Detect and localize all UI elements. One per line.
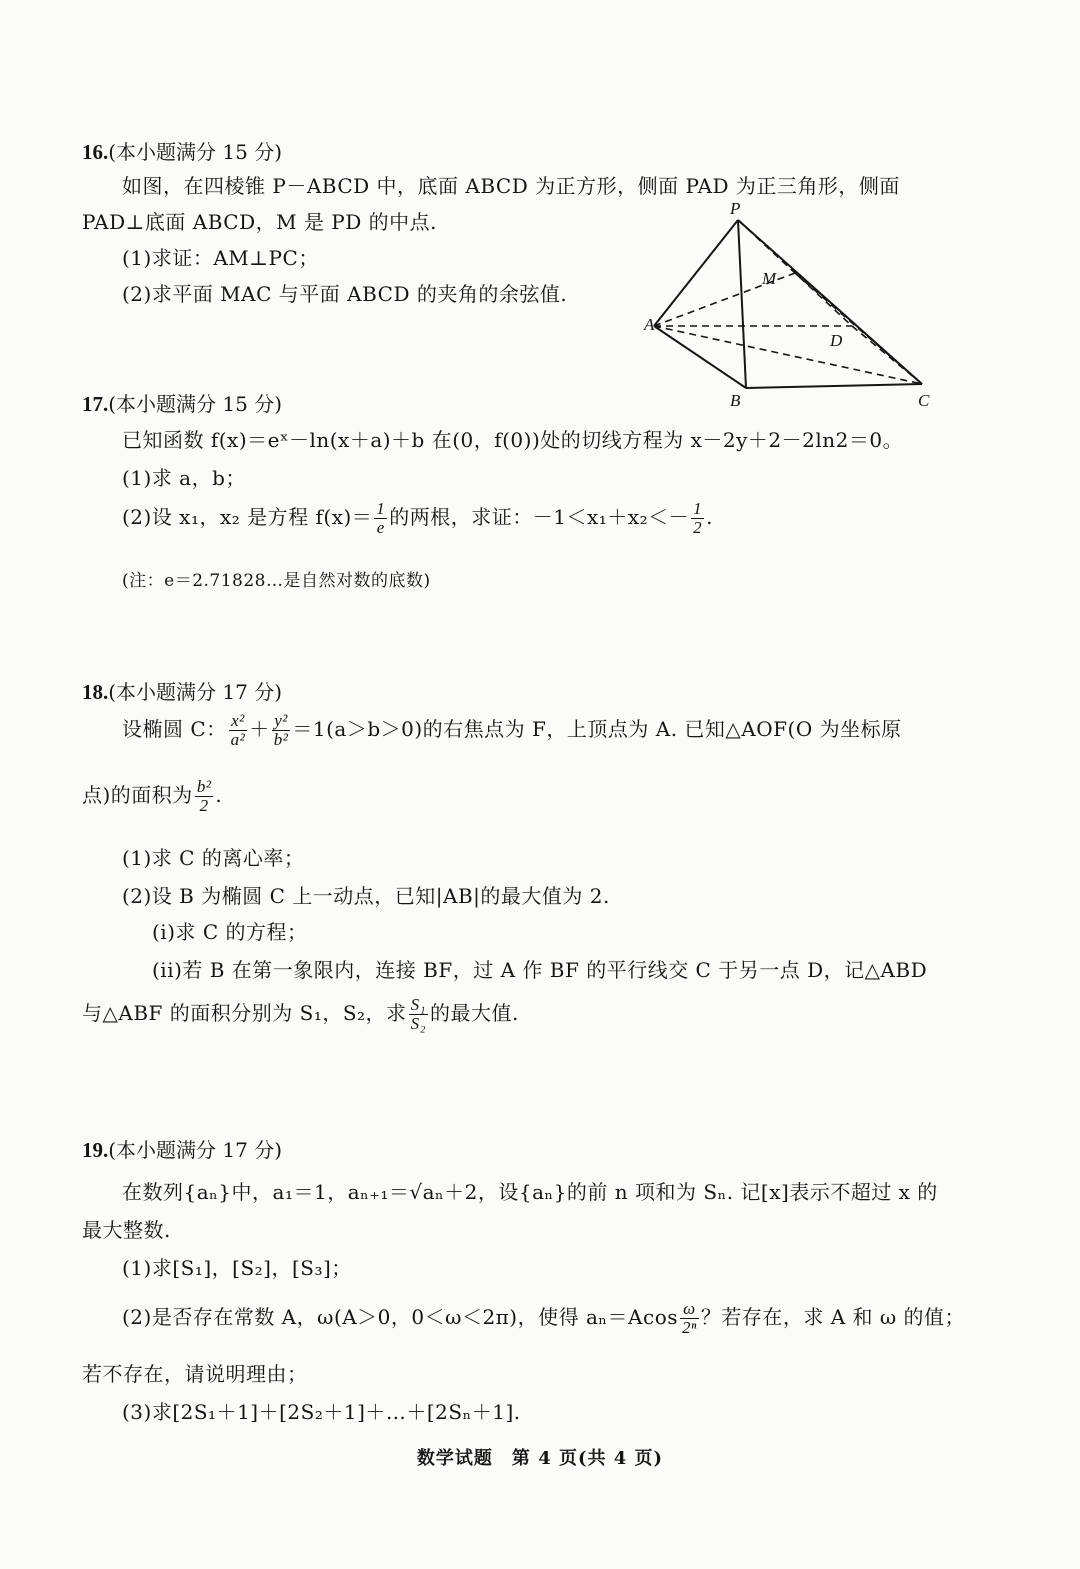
q17-part-2-text-a: (2)设 x₁，x₂ 是方程 f(x)＝ (122, 504, 373, 529)
q18-fraction-x2-a2 (229, 712, 248, 749)
q18-line-1 (122, 712, 902, 749)
edge-PB (738, 220, 746, 388)
frac-den: e (376, 517, 385, 537)
label-B: B (730, 391, 741, 410)
frac-num: S₁ (410, 995, 426, 1014)
q19-part-2-text-b: ？若存在，求 A 和 ω 的值； (700, 1304, 966, 1329)
q19-part-2-text-a: (2)是否存在常数 A，ω(A＞0，0＜ω＜2π)，使得 aₙ＝Acos (122, 1304, 678, 1329)
label-C: C (918, 391, 930, 410)
q18-line-3-text-a: 与△ABF 的面积分别为 S₁，S₂，求 (82, 1000, 407, 1025)
label-M: M (762, 269, 777, 288)
frac-num: y² (272, 712, 291, 731)
q17-part-2-text-b: 的两根，求证：－1＜x₁＋x₂＜－ (389, 504, 690, 529)
q17-score: (本小题满分 15 分) (108, 392, 283, 416)
page-footer: 数学试题 第 4 页(共 4 页) (416, 1448, 664, 1469)
pyramid-figure (640, 198, 940, 412)
q17-number: 17. (82, 392, 109, 416)
frac-num: 1 (376, 499, 386, 518)
q18-part-2-ii: (ii)若 B 在第一象限内，连接 BF，过 A 作 BF 的平行线交 C 于另一点 D，记△ABD (152, 958, 928, 982)
q17-line-1: 已知函数 f(x)＝eˣ－ln(x＋a)＋b 在(0，f(0))处的切线方程为 x－2y＋2－2ln2＝0。 (122, 428, 904, 452)
q16-line-2: PAD⊥底面 ABCD，M 是 PD 的中点. (82, 210, 438, 234)
q17-fraction-1-over-e (374, 500, 387, 537)
frac-num: 1 (693, 499, 703, 518)
q19-header (82, 1134, 282, 1163)
q18-line-3-text-b: 的最大值. (429, 1000, 519, 1025)
q16-part-1: (1)求证：AM⊥PC； (122, 246, 319, 270)
q19-part-2 (122, 1300, 965, 1337)
frac-den: 2ⁿ (682, 1317, 697, 1337)
q18-score: (本小题满分 17 分) (108, 680, 283, 704)
q18-line-2-text-b: . (215, 782, 223, 807)
q18-fraction-b2-2 (195, 778, 214, 815)
q18-line-2 (82, 778, 222, 815)
q19-part-3: (3)求[2S₁＋1]＋[2S₂＋1]＋…＋[2Sₙ＋1]. (122, 1400, 521, 1424)
q18-fraction-s1-s2 (409, 996, 428, 1033)
frac-den: b² (273, 729, 289, 749)
edge-AB (654, 326, 746, 388)
frac-num: x² (229, 712, 248, 731)
label-A: A (644, 315, 655, 334)
q18-part-1: (1)求 C 的离心率； (122, 846, 305, 870)
frac-den: a² (230, 729, 246, 749)
frac-num: b² (196, 777, 212, 796)
q18-part-2-i: (i)求 C 的方程； (152, 920, 308, 944)
q17-note: (注：e＝2.71828…是自然对数的底数) (122, 571, 431, 591)
frac-num: ω (680, 1300, 699, 1319)
q17-part-2-text-c: . (706, 504, 713, 529)
q16-number: 16. (82, 140, 109, 164)
q19-line-2: 最大整数. (82, 1218, 171, 1242)
q17-fraction-1-over-2 (691, 500, 704, 537)
edge-DC (852, 326, 922, 384)
q19-line-1: 在数列{aₙ}中，a₁＝1，aₙ₊₁＝√aₙ＋2，设{aₙ}的前 n 项和为 Sₙ. 记[x]表示不超过 x 的 (122, 1180, 938, 1204)
q17-header (82, 388, 282, 417)
q16-line-1: 如图，在四棱锥 P－ABCD 中，底面 ABCD 为正方形，侧面 PAD 为正三角形，侧面 (122, 174, 900, 198)
frac-den: S₂ (410, 1013, 426, 1033)
q18-line-1-plus: ＋ (249, 716, 270, 741)
label-D: D (830, 331, 843, 350)
q17-part-2 (122, 500, 713, 537)
q18-line-3 (82, 996, 519, 1033)
q18-part-2: (2)设 B 为椭圆 C 上一动点，已知|AB|的最大值为 2. (122, 884, 610, 908)
edge-PA (654, 220, 738, 326)
q18-line-1-text-c: ＝1(a＞b＞0)的右焦点为 F，上顶点为 A. 已知△AOF(O 为坐标原 (292, 716, 902, 741)
q16-header (82, 136, 282, 165)
edge-BC (746, 384, 922, 388)
q18-fraction-y2-b2 (272, 712, 291, 749)
q19-fraction-omega-2n (680, 1300, 699, 1337)
q16-part-2: (2)求平面 MAC 与平面 ABCD 的夹角的余弦值. (122, 282, 568, 306)
q19-part-1: (1)求[S₁]，[S₂]，[S₃]； (122, 1256, 352, 1280)
q18-header (82, 676, 282, 705)
edge-AC (654, 326, 922, 384)
q19-line-3: 若不存在，请说明理由； (82, 1362, 308, 1386)
q17-part-1: (1)求 a，b； (122, 466, 246, 490)
q18-line-1-text-a: 设椭圆 C： (122, 716, 227, 741)
q19-score: (本小题满分 17 分) (108, 1138, 283, 1162)
q18-number: 18. (82, 680, 109, 704)
q19-number: 19. (82, 1138, 109, 1162)
q16-score: (本小题满分 15 分) (108, 140, 283, 164)
label-P: P (730, 199, 741, 218)
frac-den: 2 (693, 517, 703, 537)
frac-den: 2 (199, 795, 209, 815)
q18-line-2-text-a: 点)的面积为 (82, 782, 193, 807)
